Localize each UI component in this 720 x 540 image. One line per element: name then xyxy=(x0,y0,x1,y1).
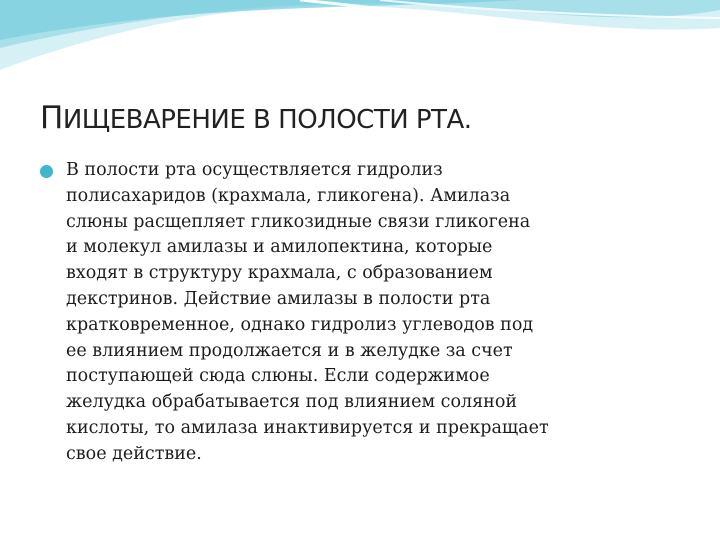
bullet-line: В полости рта осуществляется гидролиз xyxy=(66,160,443,180)
bullet-line: ее влиянием продолжается и в желудке за счет xyxy=(66,340,513,361)
bullet-line: слюны расщепляет гликозидные связи гликогена xyxy=(66,211,531,232)
bullet-line: кислоты, то амилаза инактивируется и прекращает xyxy=(66,417,549,438)
bullet-line: декстринов. Действие амилазы в полости рта xyxy=(66,288,491,309)
header-wave-decoration xyxy=(0,0,720,80)
bullet-text xyxy=(66,158,688,468)
bullet-line: входят в структуру крахмала, с образованием xyxy=(66,263,493,284)
bullet-item xyxy=(38,158,688,468)
bullet-dot-icon xyxy=(40,165,53,178)
bullet-line: полисахаридов (крахмала, гликогена). Амилаза xyxy=(66,185,511,206)
bullet-line: кратковременное, однако гидролиз углеводов под xyxy=(66,314,534,335)
bullet-line: свое действие. xyxy=(66,443,202,464)
slide-title xyxy=(40,98,700,140)
slide-title-rest: ИЩЕВАРЕНИЕ В ПОЛОСТИ РТА. xyxy=(62,105,472,135)
bullet-line: желудка обрабатывается под влиянием соляной xyxy=(66,392,518,413)
slide-body xyxy=(38,158,688,468)
slide-title-first-letter: П xyxy=(40,100,63,136)
bullet-line: поступающей сюда слюны. Если содержимое xyxy=(66,366,490,387)
bullet-line: и молекул амилазы и амилопектина, которые xyxy=(66,237,493,258)
